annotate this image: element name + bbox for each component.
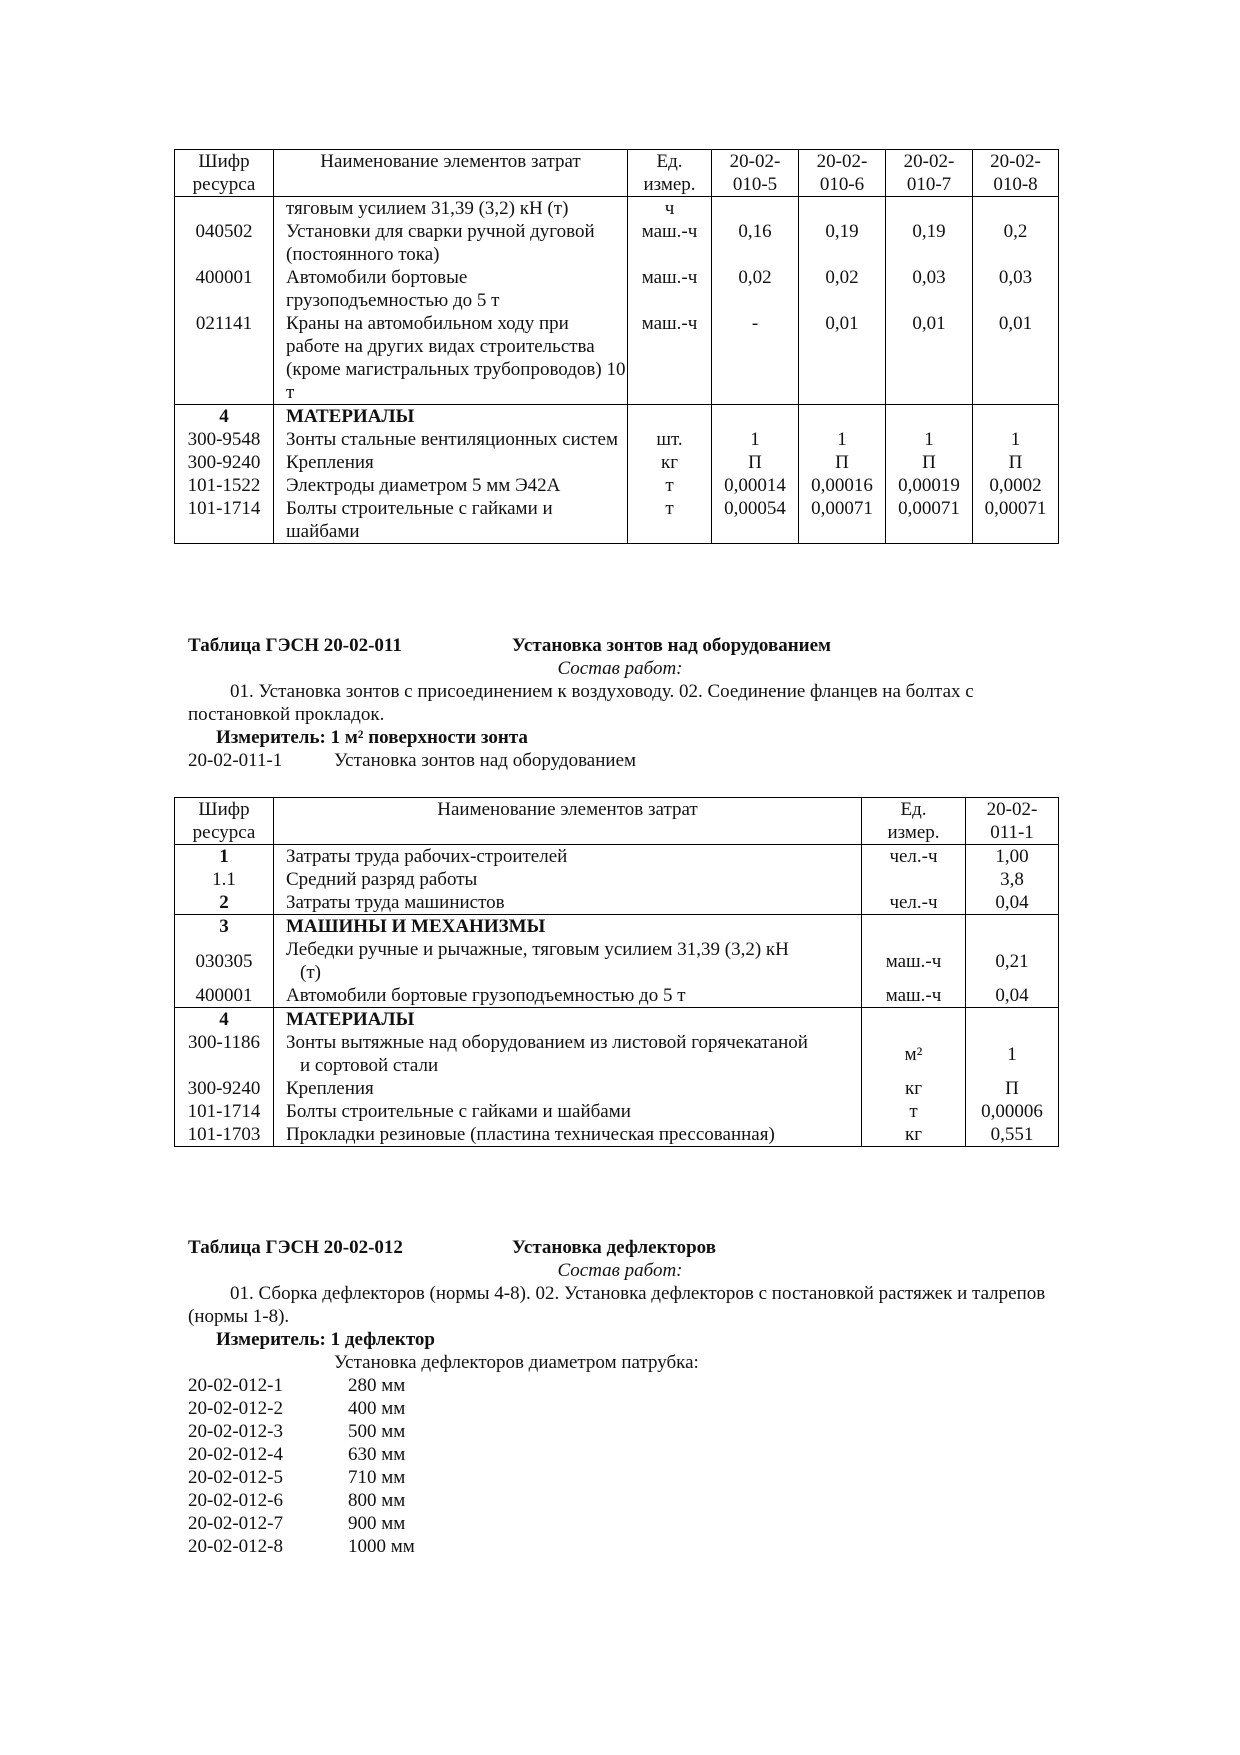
composition-text: 01. Сборка дефлекторов (нормы 4-8). 02. Установка дефлекторов с постановкой растяжек и талрепов (нормы 1-8). (188, 1283, 1046, 1327)
measure-unit: Измеритель: 1 дефлектор (216, 1329, 435, 1350)
list-item: 20-02-012-3 500 мм (188, 1421, 406, 1442)
norm-code: 20-02-011-1 (188, 750, 283, 771)
table-row: 040502 Установки для сварки ручной дуговой (постоянного тока) маш.-ч 0,16 0,19 0,19 0,2 (175, 220, 1059, 266)
table-label-20-02-011: Таблица ГЭСН 20-02-011 (188, 635, 402, 656)
resource-table-20-02-011 (174, 797, 1059, 1147)
measure-unit: Измеритель: 1 м² поверхности зонта (216, 727, 528, 748)
norm-title: Установка зонтов над оборудованием (334, 750, 637, 771)
composition-label: Состав работ: (557, 1260, 683, 1281)
table-row: 030305 Лебедки ручные и рычажные, тяговым усилием 31,39 (3,2) кН (т) маш.-ч 0,21 (175, 938, 1059, 984)
header-unit: Ед. измер. (628, 150, 712, 197)
section-row-machines: 3 МАШИНЫ И МЕХАНИЗМЫ (175, 915, 1059, 939)
table-row: 2 Затраты труда машинистов чел.-ч 0,04 (175, 891, 1059, 915)
norm-subtitle: Установка дефлекторов диаметром патрубка: (334, 1352, 699, 1373)
composition-label: Состав работ: (557, 658, 683, 679)
table-row: 021141 Краны на автомобильном ходу при работе на других видах строительства (кроме магистральных трубопроводов) 10 т маш.-ч - 0,01 0,01 0,01 (175, 312, 1059, 405)
header-name: Наименование элементов затрат (274, 798, 862, 845)
section-row-materials: 4 МАТЕРИАЛЫ (175, 405, 1059, 429)
header-code: Шифр ресурса (175, 150, 274, 197)
header-norm-1: 20-02- 011-1 (966, 798, 1059, 845)
table-row: 101-1714 Болты строительные с гайками и шайбами т 0,00006 (175, 1100, 1059, 1123)
list-item: 20-02-012-1 280 мм (188, 1375, 406, 1396)
section-title-20-02-011: Установка зонтов над оборудованием (512, 635, 831, 656)
header-norm-2: 20-02- 010-6 (799, 150, 886, 197)
table-header-row (175, 150, 1059, 197)
table-row: 1 Затраты труда рабочих-строителей чел.-ч 1,00 (175, 845, 1059, 869)
section-row-materials: 4 МАТЕРИАЛЫ (175, 1008, 1059, 1032)
table-header-row (175, 798, 1059, 845)
header-norm-1: 20-02- 010-5 (712, 150, 799, 197)
table-row: 400001 Автомобили бортовые грузоподъемностью до 5 т маш.-ч 0,02 0,02 0,03 0,03 (175, 266, 1059, 312)
header-norm-3: 20-02- 010-7 (886, 150, 973, 197)
table-row: 300-1186 Зонты вытяжные над оборудованием из листовой горячекатаной и сортовой стали м² 1 (175, 1031, 1059, 1077)
table-row: тяговым усилием 31,39 (3,2) кН (т) ч (175, 197, 1059, 221)
table-row: 300-9240 Крепления кг П (175, 1077, 1059, 1100)
table-row: 101-1714 Болты строительные с гайками и шайбами т 0,00054 0,00071 0,00071 0,00071 (175, 497, 1059, 544)
resource-table-20-02-010 (174, 149, 1059, 544)
list-item: 20-02-012-7 900 мм (188, 1513, 406, 1534)
table-row: 1.1 Средний разряд работы 3,8 (175, 868, 1059, 891)
norm-list (188, 1374, 415, 1558)
table-row: 300-9240 Крепления кг П П П П (175, 451, 1059, 474)
composition-text: 01. Установка зонтов с присоединением к воздуховоду. 02. Соединение фланцев на болтах с постановкой прокладок. (188, 681, 974, 725)
table-row: 400001 Автомобили бортовые грузоподъемностью до 5 т маш.-ч 0,04 (175, 984, 1059, 1008)
header-norm-4: 20-02- 010-8 (973, 150, 1059, 197)
table-row: 101-1522 Электроды диаметром 5 мм Э42А т 0,00014 0,00016 0,00019 0,0002 (175, 474, 1059, 497)
table-label-20-02-012: Таблица ГЭСН 20-02-012 (188, 1237, 403, 1258)
header-name: Наименование элементов затрат (274, 150, 628, 197)
list-item: 20-02-012-4 630 мм (188, 1444, 406, 1465)
header-code: Шифр ресурса (175, 798, 274, 845)
list-item: 20-02-012-6 800 мм (188, 1490, 406, 1511)
list-item: 20-02-012-2 400 мм (188, 1398, 406, 1419)
table-row: 101-1703 Прокладки резиновые (пластина техническая прессованная) кг 0,551 (175, 1123, 1059, 1147)
section-title-20-02-012: Установка дефлекторов (512, 1237, 716, 1258)
list-item: 20-02-012-8 1000 мм (188, 1536, 415, 1557)
header-unit: Ед. измер. (862, 798, 966, 845)
list-item: 20-02-012-5 710 мм (188, 1467, 406, 1488)
table-row: 300-9548 Зонты стальные вентиляционных систем шт. 1 1 1 1 (175, 428, 1059, 451)
